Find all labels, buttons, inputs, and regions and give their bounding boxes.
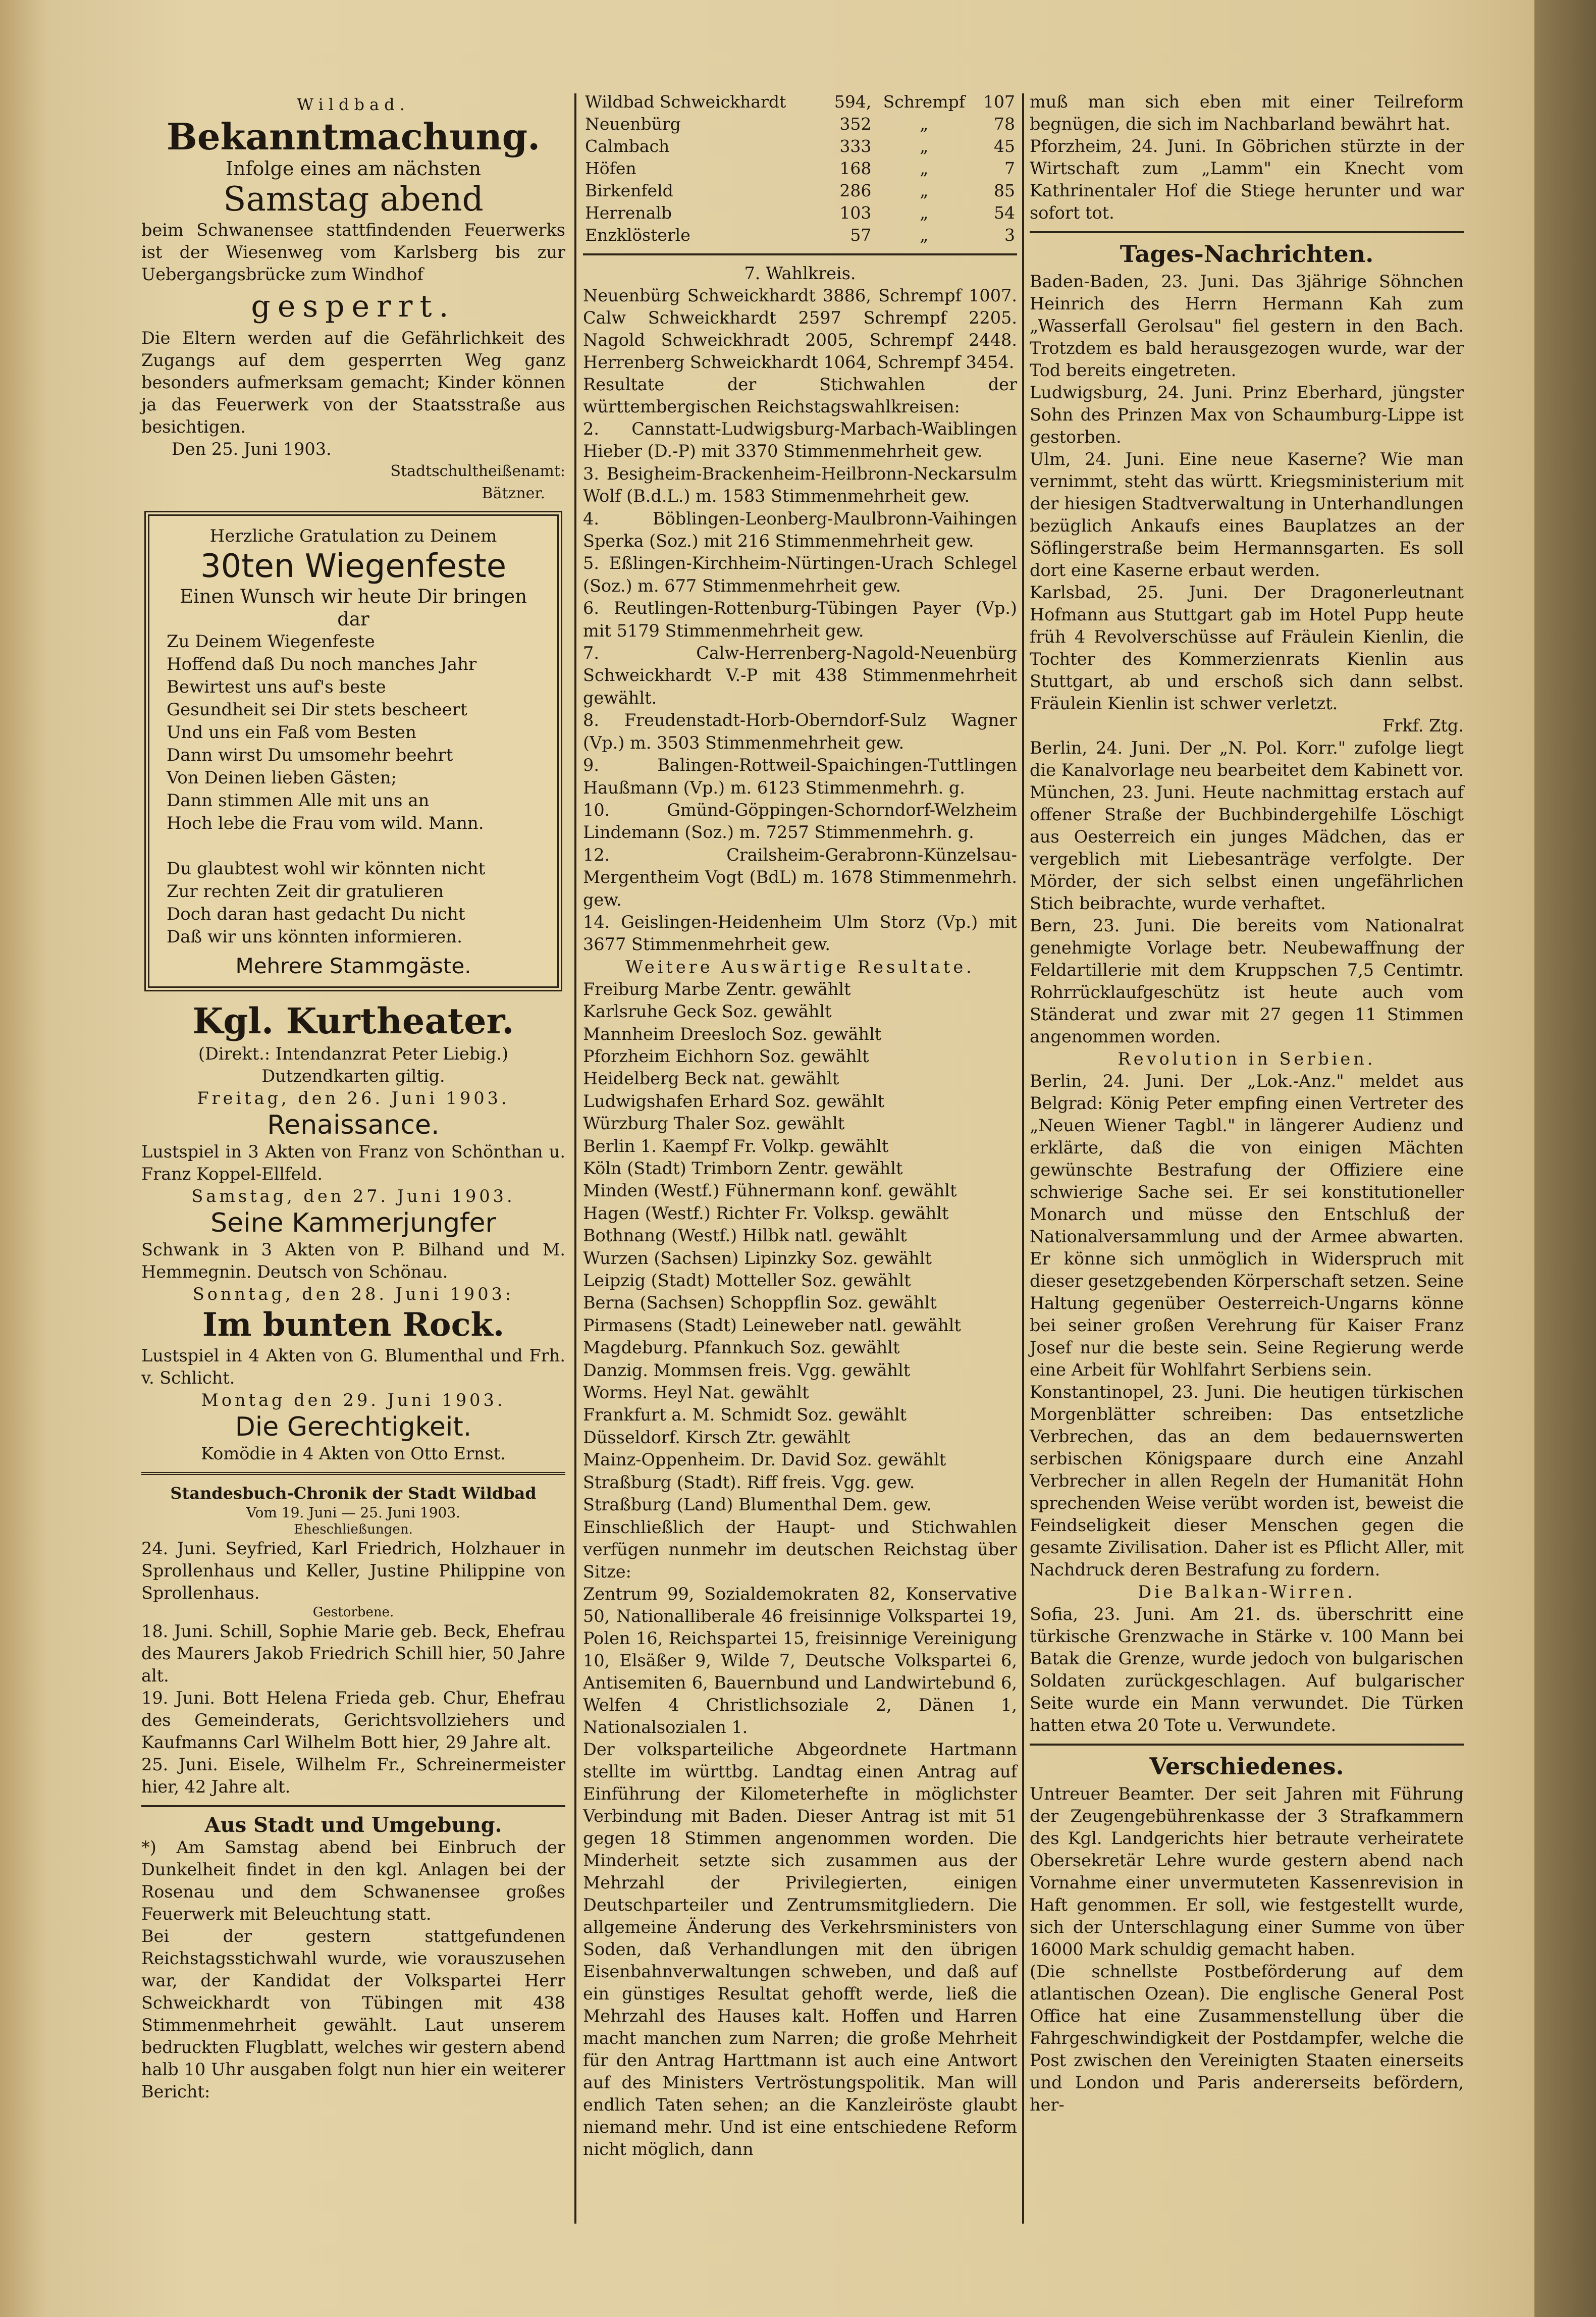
balkan-title: Die Balkan-Wirren. — [1138, 1582, 1356, 1602]
news-item: Karlsbad, 25. Juni. Der Dragonerleutnant Hofmann aus Stuttgart gab im Hotel Pupp heute früh 4 Revolverschüsse auf Fräulein Kienlin, die Tochter des Kommerzienrats Kienlin aus Stuttgart, ab und erschoß sich dann selbst. Fräulein Kienlin ist schwer verletzt. — [1030, 583, 1464, 713]
news-item: Berlin, 24. Juni. Der „N. Pol. Korr." zufolge liegt die Kanalvorlage neu bearbeitet dem Kabinett vor. — [1030, 738, 1464, 780]
district-result: 4. Böblingen-Leonberg-Maulbronn-Vaihingen Sperka (Soz.) mit 216 Stimmenmehrheit gew. — [583, 508, 1017, 551]
greeting-poem — [162, 630, 545, 949]
continued-text: muß man sich eben mit einer Teilreform begnügen, die sich im Nachbarland bewährt hat. — [1030, 92, 1464, 134]
misc-title: Verschiedenes. — [1149, 1753, 1344, 1780]
poem-line: Hoch lebe die Frau vom wild. Mann. — [167, 813, 484, 833]
table-cell: 594, — [834, 92, 872, 112]
serbia-text: Berlin, 24. Juni. Der „Lok.-Anz." meldet aus Belgrad: König Peter empfing einen Vertreter des „Neuen Wiener Tagbl." in längerer Audienz und erklärte, daß die von einigen Mächten gewünschte Bestrafung der Offiziere eine schwierige Sache sei. Er sei konstitutioneller Monarch und müsse den Entschluß der Nationalversammlung und der Armee abwarten. Er könne sich unmöglich in Widerspruch mit dieser gesetzgebenden Körperschaft setzen. Seine Haltung gegenüber Oesterreich-Ungarns könne bei seiner großen Verehrung für Kaiser Franz Josef nur die beste sein. Seine Regierung werde eine Arbeit für Wohlfahrt Serbiens sein. — [1030, 1071, 1464, 1380]
table-cell: 7 — [1004, 159, 1015, 178]
table-cell: Schrempf — [883, 92, 965, 112]
table-row — [583, 157, 1017, 180]
poem-line: Zur rechten Zeit dir gratulieren — [167, 881, 444, 902]
district-result: 7. Calw-Herrenberg-Nagold-Neuenbürg Schweickhardt V.-P mit 438 Stimmenmehrheit gewählt. — [583, 643, 1017, 708]
divider — [1030, 1744, 1464, 1746]
further-result: Heidelberg Beck nat. gewählt — [583, 1069, 839, 1089]
table-cell: 78 — [994, 114, 1015, 134]
theater-title: Kgl. Kurtheater. — [192, 1000, 514, 1042]
theater-date: Freitag, den 26. Juni 1903. — [197, 1088, 510, 1108]
theater-play: Renaissance. — [267, 1110, 440, 1140]
wahlkreis-text: Neuenbürg Schweickhardt 3886, Schrempf 1007. Calw Schweickhardt 2597 Schrempf 2205. Nagold Schweickhradt 2005, Schrempf 2448. Herrenberg Schweickhardt 1064, Schrempf 3454. — [583, 286, 1017, 372]
table-cell: „ — [920, 136, 929, 156]
notice-title: Bekanntmachung. — [166, 115, 541, 158]
misc-text: (Die schnellste Postbeförderung auf dem atlantischen Ozean). Die englische General Post Office hat eine Zusammenstellung über die Fahrgeschwindigkeit der Postdampfer, welche die Post zwischen den Vereinigten Staaten einerseits und London und Paris andererseits befördern, her- — [1030, 1962, 1464, 2115]
district-result: 3. Besigheim-Brackenheim-Heilbronn-Neckarsulm Wolf (B.d.L.) m. 1583 Stimmenmehrheit gew. — [583, 463, 1017, 506]
notice-town: Wildbad. — [297, 95, 410, 114]
chronik-entry: 24. Juni. Seyfried, Karl Friedrich, Holzhauer in Sprollenhaus und Keller, Justine Philippine von Sprollenhaus. — [141, 1539, 565, 1603]
poem-line: Gesundheit sei Dir stets bescheert — [167, 700, 467, 720]
table-cell: 168 — [839, 159, 872, 178]
chronik-range: Vom 19. Juni — 25. Juni 1903. — [246, 1504, 461, 1521]
summary-seats: Zentrum 99, Sozialdemokraten 82, Konservative 50, Nationalliberale 46 freisinnige Volkspartei 19, Polen 16, Reichspartei 15, freisinnige Vereinigung 10, Elsäßer 9, Wilde 7, Deutsche Volkspartei 6, Antisemiten 6, Bauernbund und Landwirtebund 6, Welfen 4 Christlichsoziale 2, Dänen 1, Nationalsozialen 1. — [583, 1584, 1017, 1737]
poem-line: Du glaubtest wohl wir könnten nicht — [167, 859, 486, 879]
further-result: Magdeburg. Pfannkuch Soz. gewählt — [583, 1338, 900, 1358]
local-news-paragraph: Bei der gestern stattgefundenen Reichstagsstichwahl wurde, wie vorauszusehen war, der Kandidat der Volkspartei Herr Schweickhardt von Tübingen mit 438 Stimmenmehrheit gewählt. Laut unserem bedruckten Flugblatt, welches wir gestern abend halb 10 Uhr ausgaben folgt nun hier ein weiterer Bericht: — [141, 1926, 565, 2101]
district-result: 8. Freudenstadt-Horb-Oberndorf-Sulz Wagner (Vp.) m. 3503 Stimmenmehrheit gew. — [583, 710, 1017, 753]
column-rule — [1022, 93, 1024, 2224]
table-row — [583, 224, 1017, 246]
table-row — [583, 202, 1017, 224]
table-cell: „ — [920, 225, 929, 245]
further-result: Freiburg Marbe Zentr. gewählt — [583, 979, 851, 999]
further-results-list — [583, 978, 1017, 1516]
further-result: Worms. Heyl Nat. gewählt — [583, 1383, 809, 1403]
news-source: Frkf. Ztg. — [1382, 716, 1464, 735]
table-cell: Herrenalb — [585, 203, 672, 223]
news-item: Ulm, 24. Juni. Eine neue Kaserne? Wie man vernimmt, steht das württ. Kriegsministerium mit der hiesigen Stadtverwaltung in Unterhandlungen bezüglich Ankaufs eines Bauplatzes an der Söflingerstraße beim Hermannsgarten. Es soll dort eine Kaserne erbaut werden. — [1030, 449, 1464, 580]
theater-director: (Direkt.: Intendanzrat Peter Liebig.) — [198, 1044, 509, 1064]
district-result: 2. Cannstatt-Ludwigsburg-Marbach-Waiblingen Hieber (D.-P) mit 3370 Stimmenmehrheit gew. — [583, 419, 1017, 461]
table-cell: 3 — [1004, 225, 1015, 245]
further-result: Düsseldorf. Kirsch Ztr. gewählt — [583, 1427, 850, 1447]
theater-date: Sonntag, den 28. Juni 1903: — [192, 1284, 514, 1304]
district-result: 14. Geislingen-Heidenheim Ulm Storz (Vp.) mit 3677 Stimmenmehrheit gew. — [583, 912, 1017, 955]
further-result: Wurzen (Sachsen) Lipinzky Soz. gewählt — [583, 1248, 932, 1268]
poem-line: Doch daran hast gedacht Du nicht — [167, 904, 465, 924]
chronik-entry: 25. Juni. Eisele, Wilhelm Fr., Schreinermeister hier, 42 Jahre alt. — [141, 1755, 565, 1797]
theater-play-desc: Komödie in 4 Akten von Otto Ernst. — [201, 1444, 506, 1463]
notice-subtitle: Infolge eines am nächsten — [225, 157, 482, 180]
further-result: Köln (Stadt) Trimborn Zentr. gewählt — [583, 1158, 903, 1178]
column-rule — [574, 93, 576, 2224]
table-row — [583, 135, 1017, 157]
table-cell: Birkenfeld — [585, 181, 673, 200]
poem-line: Hoffend daß Du noch manches Jahr — [167, 654, 477, 674]
theater-date: Samstag, den 27. Juni 1903. — [191, 1186, 515, 1206]
notice-text-2: Die Eltern werden auf die Gefährlichkeit des Zugangs auf dem gesperrten Weg ganz besonders aufmerksam gemacht; Kinder können ja das Feuerwerk von der Staatsstraße aus besichtigen. — [141, 328, 565, 437]
table-row — [583, 113, 1017, 135]
chronik-entry: 19. Juni. Bott Helena Frieda geb. Chur, Ehefrau des Gemeinderats, Gerichtsvollziehers und Kaufmanns Carl Wilhelm Bott hier, 29 Jahre alt. — [141, 1688, 565, 1752]
further-result: Würzburg Thaler Soz. gewählt — [583, 1114, 845, 1134]
balkan-text: Sofia, 23. Juni. Am 21. ds. überschritt eine türkische Grenzwache in Stärke v. 100 Mann bei Batak die Grenze, wurde jedoch von bulgarischen Soldaten zurückgeschlagen. Auf bulgarischer Seite wurde ein Mann verwundet. Die Türken hatten etwa 20 Tote u. Verwundete. — [1030, 1604, 1464, 1735]
district-result: 6. Reutlingen-Rottenburg-Tübingen Payer (Vp.) mit 5179 Stimmenmehrheit gew. — [583, 598, 1017, 641]
notice-day: Samstag abend — [223, 180, 484, 219]
poem-line — [167, 835, 545, 858]
theater-play-desc: Schwank in 3 Akten von P. Bilhand und M. Hemmegnin. Deutsch von Schönau. — [141, 1240, 565, 1282]
further-result: Berlin 1. Kaempf Fr. Volkp. gewählt — [583, 1136, 889, 1156]
election-results-table — [583, 91, 1017, 246]
further-result: Danzig. Mommsen freis. Vgg. gewählt — [583, 1360, 911, 1380]
konstantinopel-text: Konstantinopel, 23. Juni. Die heutigen türkischen Morgenblätter schreiben: Das entsetzliche Verbrechen, das an dem bedauernswerten serbischen Königspaare durch eine Anzahl Verbrecher in allen Regeln der Humanität Hohn sprechenden Weise verübt worden ist, beweist die Feindseligkeit dieser Menschen gegen die gesamte Zivilisation. Daher ist es Pflicht Aller, mit Nachdruck deren Bestrafung zu fordern. — [1030, 1382, 1464, 1579]
further-result: Straßburg (Land) Blumenthal Dem. gew. — [583, 1495, 932, 1515]
further-results-title: Weitere Auswärtige Resultate. — [625, 957, 975, 977]
column-right — [1030, 91, 1464, 2116]
table-row — [583, 91, 1017, 113]
greeting-signature: Mehrere Stammgäste. — [235, 954, 471, 978]
table-cell: Höfen — [585, 159, 636, 178]
chronik-subhead: Eheschließungen. — [294, 1522, 413, 1537]
column-middle — [583, 91, 1017, 2161]
greeting-headline: 30ten Wiegenfeste — [200, 548, 507, 585]
notice-office: Stadtschultheißenamt: — [390, 462, 565, 480]
theater-tickets: Dutzendkarten giltig. — [261, 1066, 445, 1086]
divider — [141, 1805, 565, 1807]
book-binding — [1534, 0, 1596, 2317]
column-left — [141, 91, 565, 2103]
chronik-title: Standesbuch-Chronik der Stadt Wildbad — [170, 1484, 537, 1503]
table-cell: 57 — [850, 225, 872, 245]
theater-play: Im bunten Rock. — [202, 1306, 505, 1344]
further-result: Ludwigshafen Erhard Soz. gewählt — [583, 1091, 885, 1111]
theater-play: Die Gerechtigkeit. — [235, 1412, 472, 1442]
theater-play-desc: Lustspiel in 4 Akten von G. Blumenthal und Frh. v. Schlicht. — [141, 1346, 565, 1388]
table-cell: „ — [920, 181, 929, 200]
district-result: 5. Eßlingen-Kirchheim-Nürtingen-Urach Schlegel (Soz.) m. 677 Stimmenmehrheit gew. — [583, 553, 1017, 596]
notice-text: beim Schwanensee stattfindenden Feuerwerks ist der Wiesenweg vom Karlsberg bis zur Uebergangsbrücke zum Windhof — [141, 220, 565, 284]
theater-play: Seine Kammerjungfer — [210, 1208, 496, 1238]
poem-line: Zu Deinem Wiegenfeste — [167, 631, 375, 652]
table-cell: 45 — [994, 136, 1015, 156]
further-result: Karlsruhe Geck Soz. gewählt — [583, 1002, 832, 1022]
further-result: Mainz-Oppenheim. Dr. David Soz. gewählt — [583, 1450, 946, 1470]
divider — [583, 253, 1017, 255]
table-cell: 103 — [839, 203, 872, 223]
table-cell: 85 — [994, 181, 1015, 200]
greeting-line: Einen Wunsch wir heute Dir bringen dar — [179, 586, 527, 630]
table-cell: Enzklösterle — [585, 225, 690, 245]
table-row — [583, 180, 1017, 202]
table-cell: Calmbach — [585, 136, 670, 156]
table-cell: „ — [920, 203, 929, 223]
further-result: Minden (Westf.) Fühnermann konf. gewählt — [583, 1181, 957, 1201]
district-result: 12. Crailsheim-Gerabronn-Künzelsau-Mergentheim Vogt (BdL) m. 1678 Stimmenmehrh. gew. — [583, 845, 1017, 910]
daily-news-list-2 — [1030, 737, 1464, 1048]
poem-line: Dann stimmen Alle mit uns an — [167, 791, 430, 811]
divider — [141, 1472, 565, 1475]
district-results-list — [583, 418, 1017, 956]
news-item: Bern, 23. Juni. Die bereits vom Nationalrat genehmigte Vorlage betr. Neubewaffnung der Feldartillerie mit dem Kruppschen 7,5 Centimtr. Rohrrücklaufgeschütz ist heute auch vom Ständerat und zwar mit 27 gegen 11 Stimmen angenommen worden. — [1030, 916, 1464, 1046]
table-cell: 107 — [983, 92, 1015, 112]
birthday-greeting-box — [144, 511, 562, 991]
poem-line: Und uns ein Faß vom Besten — [167, 722, 416, 743]
summary-intro: Einschließlich der Haupt- und Stichwahlen verfügen nunmehr im deutschen Reichstag über Sitze: — [583, 1517, 1017, 1582]
table-cell: 333 — [839, 136, 872, 156]
poem-line: Bewirtest uns auf's beste — [167, 677, 386, 697]
further-result: Pforzheim Eichhorn Soz. gewählt — [583, 1046, 869, 1066]
table-cell: 54 — [994, 203, 1015, 223]
table-cell: „ — [920, 114, 929, 134]
further-result: Straßburg (Stadt). Riff freis. Vgg. gew. — [583, 1472, 915, 1492]
further-result: Leipzig (Stadt) Motteller Soz. gewählt — [583, 1271, 911, 1291]
poem-line: Daß wir uns könnten informieren. — [167, 927, 462, 947]
table-cell: 286 — [839, 181, 872, 200]
district-result: 9. Balingen-Rottweil-Spaichingen-Tuttlingen Haußmann (Vp.) m. 6123 Stimmenmehrh. g. — [583, 755, 1017, 798]
local-news-paragraph: *) Am Samstag abend bei Einbruch der Dunkelheit findet in den kgl. Anlagen bei der Rosenau und dem Schwanensee großes Feuerwerk mit Beleuchtung statt. — [141, 1837, 565, 1924]
notice-closed: gesperrt. — [251, 289, 456, 324]
daily-news-list — [1030, 271, 1464, 715]
local-news-title: Aus Stadt und Umgebung. — [204, 1813, 502, 1837]
chronik-subhead: Gestorbene. — [312, 1605, 394, 1620]
theater-date: Montag den 29. Juni 1903. — [201, 1390, 506, 1410]
misc-text: Untreuer Beamter. Der seit Jahren mit Führung der Zeugengebührenkasse der 3 Strafkammern des Kgl. Landgerichts hier betraute verheiratete Obersekretär Lehre wurde gestern abend nach Vornahme einer unvermuteten Kassenrevision in Haft genommen. Er soll, wie festgestellt wurde, sich der Unterschlagung einer Summe von über 16000 Mark schuldig gemacht haben. — [1030, 1784, 1464, 1959]
further-result: Hagen (Westf.) Richter Fr. Volksp. gewählt — [583, 1203, 949, 1223]
further-result: Pirmasens (Stadt) Leineweber natl. gewählt — [583, 1315, 961, 1335]
results-intro: Resultate der Stichwahlen der württembergischen Reichstagswahlkreisen: — [583, 375, 1017, 416]
news-item: Pforzheim, 24. Juni. In Göbrichen stürzte in der Wirtschaft zum „Lamm" ein Knecht vom Kathrinentaler Hof die Stiege herunter und war sofort tot. — [1030, 136, 1464, 223]
further-result: Frankfurt a. M. Schmidt Soz. gewählt — [583, 1405, 907, 1425]
theater-play-desc: Lustspiel in 3 Akten von Franz von Schönthan u. Franz Koppel-Ellfeld. — [141, 1142, 565, 1184]
daily-news-title: Tages-Nachrichten. — [1120, 240, 1374, 268]
greeting-line: Herzliche Gratulation zu Deinem — [209, 526, 497, 546]
chronik-entry: 18. Juni. Schill, Sophie Marie geb. Beck, Ehefrau des Maurers Jakob Friedrich Schill hier, 50 Jahre alt. — [141, 1621, 565, 1686]
news-item: Ludwigsburg, 24. Juni. Prinz Eberhard, jüngster Sohn des Prinzen Max von Schaumburg-Lippe ist gestorben. — [1030, 383, 1464, 447]
divider — [1030, 231, 1464, 233]
notice-date: Den 25. Juni 1903. — [172, 439, 332, 459]
poem-line: Dann wirst Du umsomehr beehrt — [167, 745, 453, 765]
further-result: Mannheim Dreesloch Soz. gewählt — [583, 1024, 882, 1044]
table-cell: Wildbad Schweickhardt — [585, 92, 786, 112]
hartmann-paragraph: Der volksparteiliche Abgeordnete Hartmann stellte im württbg. Landtag einen Antrag auf Einführung der Kilometerhefte in möglichster Verbindung mit Baden. Dieser Antrag ist mit 51 gegen 18 Stimmen angenommen worden. Die Minderheit setzte sich zusammen aus der Mehrzahl der Privilegierten, einigen Deutschparteiler und Zentrumsmitgliedern. Die allgemeine Änderung des Verkehrsministers von Soden, daß Verhandlungen mit den übrigen Eisenbahnverwaltungen schweben, und daß auf ein günstiges Resultat gehofft werde, ließ die Mehrzahl des Hauses kalt. Hoffen und Harren macht manchen zum Narren; die große Mehrheit für den Antrag Harttmann ist auch eine Antwort auf des Ministers Vertröstungspolitik. Man will endlich Taten sehen; an die Kanzleiröste glaubt niemand mehr. Und ist eine entschiedene Reform nicht möglich, dann — [583, 1739, 1017, 2159]
notice-signature: Bätzner. — [482, 485, 545, 502]
news-item: München, 23. Juni. Heute nachmittag erstach auf offener Straße der Buchbindergehilfe Löschigt aus Oesterreich ein junges Mädchen, das er vergeblich mit Liebesanträge verfolgte. Der Mörder, der sich selbst einen ungefährlichen Stich beibrachte, wurde verhaftet. — [1030, 782, 1464, 913]
poem-line: Von Deinen lieben Gästen; — [167, 768, 397, 788]
serbia-title: Revolution in Serbien. — [1118, 1049, 1376, 1069]
district-result: 10. Gmünd-Göppingen-Schorndorf-Welzheim Lindemann (Soz.) m. 7257 Stimmenmehrh. g. — [583, 800, 1017, 842]
table-cell: „ — [920, 159, 929, 178]
wahlkreis-title: 7. Wahlkreis. — [744, 264, 856, 283]
table-cell: Neuenbürg — [585, 114, 681, 134]
table-cell: 352 — [839, 114, 872, 134]
further-result: Berna (Sachsen) Schoppflin Soz. gewählt — [583, 1293, 937, 1313]
further-result: Bothnang (Westf.) Hilbk natl. gewählt — [583, 1226, 907, 1246]
news-item: Baden-Baden, 23. Juni. Das 3jährige Söhnchen Heinrich des Herrn Hermann Kah zum „Wasserfall Gerolsau" fiel gestern in den Bach. Trotzdem es bald herausgezogen wurde, war der Tod bereits eingetreten. — [1030, 272, 1464, 380]
